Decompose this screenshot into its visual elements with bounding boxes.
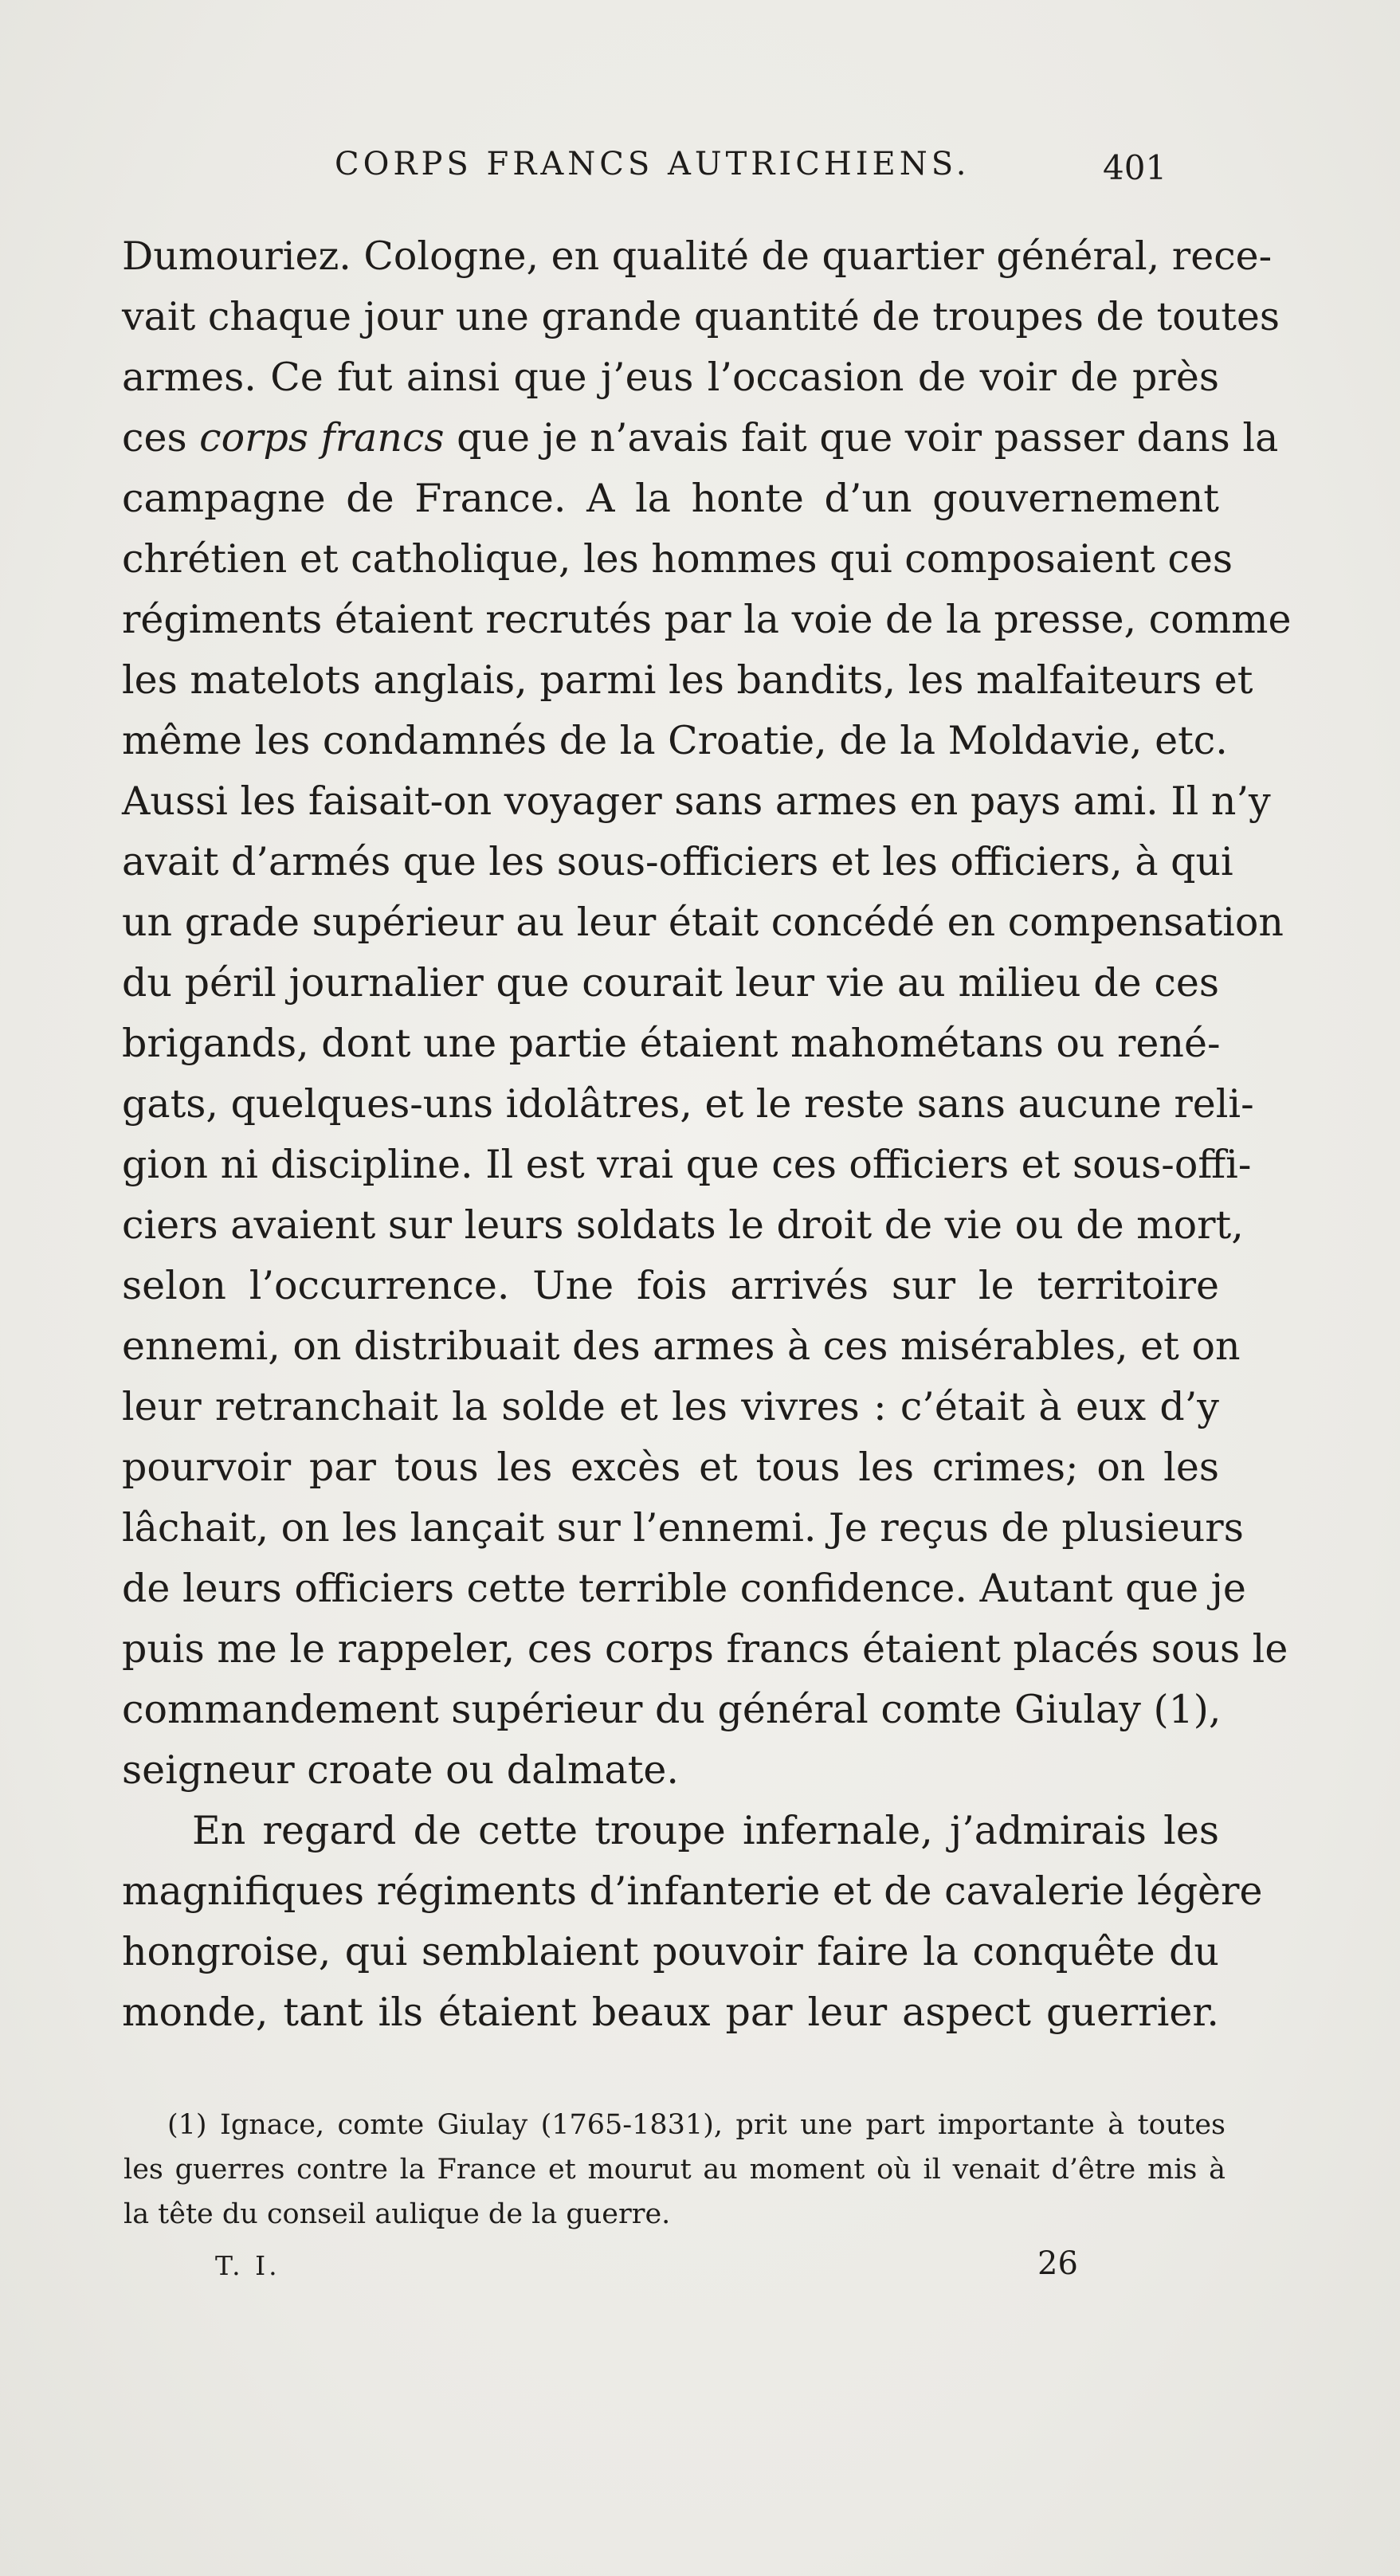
text-line: lâchait, on les lançait sur l’ennemi. Je reçus de plusieurs (122, 1505, 1244, 1551)
text-line: vait chaque jour une grande quantité de troupes de toutes (122, 294, 1280, 339)
text-line: les matelots anglais, parmi les bandits, les malfaiteurs et (122, 657, 1253, 703)
text-line: campagne de France. A la honte d’un gouvernement (122, 476, 1219, 521)
text-fragment: ces (122, 415, 187, 461)
text-line: selon l’occurrence. Une fois arrivés sur le territoire (122, 1263, 1219, 1308)
text-line: ennemi, on distribuait des armes à ces misérables, et on (122, 1323, 1241, 1369)
text-fragment: que je n’avais fait que voir passer dans la (457, 415, 1279, 461)
text-line: un grade supérieur au leur était concédé en compensation (122, 900, 1284, 945)
text-line: gion ni discipline. Il est vrai que ces officiers et sous-offi- (122, 1142, 1252, 1187)
volume-signature: T. I. (215, 2250, 280, 2281)
text-line: avait d’armés que les sous-officiers et les officiers, à qui (122, 839, 1233, 884)
text-line: même les condamnés de la Croatie, de la Moldavie, etc. (122, 718, 1228, 763)
text-line: de leurs officiers cette terrible confidence. Autant que je (122, 1566, 1246, 1611)
italic-term: corps francs (199, 415, 445, 461)
text-line: Dumouriez. Cologne, en qualité de quartier général, rece- (122, 233, 1273, 279)
text-line: pourvoir par tous les excès et tous les crimes; on les (122, 1445, 1219, 1490)
text-line: puis me le rappeler, ces corps francs étaient placés sous le (122, 1626, 1288, 1672)
sheet-number: 26 (1037, 2245, 1078, 2282)
text-line: chrétien et catholique, les hommes qui composaient ces (122, 536, 1233, 582)
text-line: monde, tant ils étaient beaux par leur aspect guerrier. (122, 1990, 1219, 2035)
footnote-line: la tête du conseil aulique de la guerre. (124, 2198, 671, 2230)
text-line: ciers avaient sur leurs soldats le droit de vie ou de mort, (122, 1202, 1244, 1248)
text-line: En regard de cette troupe infernale, j’admirais les (192, 1808, 1219, 1853)
text-line: leur retranchait la solde et les vivres : c’était à eux d’y (122, 1384, 1219, 1429)
page-number: 401 (1103, 148, 1167, 187)
text-line: magnifiques régiments d’infanterie et de cavalerie légère (122, 1868, 1263, 1914)
text-line: gats, quelques-uns idolâtres, et le reste sans aucune reli- (122, 1081, 1254, 1127)
text-line: commandement supérieur du général comte Giulay (1), (122, 1687, 1222, 1732)
text-line: régiments étaient recrutés par la voie de la presse, comme (122, 597, 1292, 642)
text-line: du péril journalier que courait leur vie au milieu de ces (122, 960, 1219, 1006)
running-title: CORPS FRANCS AUTRICHIENS. (335, 146, 971, 182)
text-line: seigneur croate ou dalmate. (122, 1747, 679, 1793)
footnote-line: (1) Ignace, comte Giulay (1765-1831), prit une part importante à toutes (167, 2109, 1225, 2141)
text-line (122, 414, 1279, 462)
text-line: brigands, dont une partie étaient mahométans ou rené- (122, 1021, 1221, 1066)
text-line: hongroise, qui semblaient pouvoir faire la conquête du (122, 1929, 1219, 1974)
text-line: armes. Ce fut ainsi que j’eus l’occasion de voir de près (122, 355, 1219, 400)
footnote-line: les guerres contre la France et mourut au moment où il venait d’être mis à (124, 2154, 1225, 2186)
text-line: Aussi les faisait-on voyager sans armes en pays ami. Il n’y (122, 778, 1271, 824)
